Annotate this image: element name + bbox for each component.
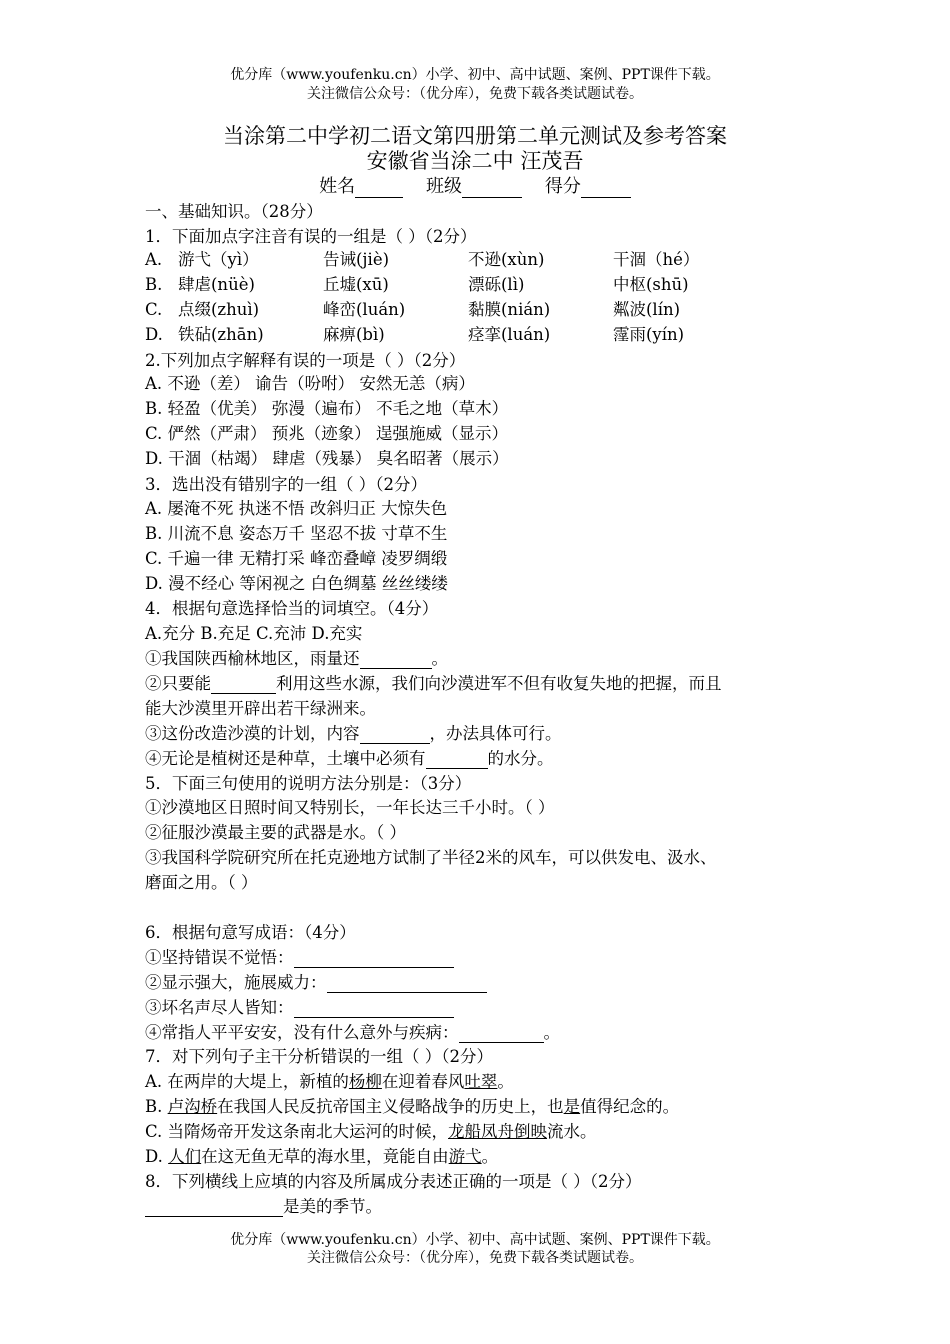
name-blank[interactable] [355, 181, 403, 198]
name-label: 姓名 [319, 176, 356, 197]
q2-option-b: B. 轻盈（优美） 弥漫（遍布） 不毛之地（草木） [145, 399, 509, 418]
header-line-1: 优分库（www.youfenku.cn）小学、初中、高中试题、案例、PPT课件下载。 [230, 67, 720, 83]
q4-stem: 4．根据句意选择恰当的词填空。（4分） [145, 599, 439, 618]
q4-sentence-2: ②只要能 利用这些水源，我们向沙漠进军不但有收复失地的把握，而且 [145, 674, 722, 693]
q2-option-a: A. 不逊（差） 谕告（吩咐） 安然无恙（病） [145, 374, 475, 393]
q1-option-c: C. 点缀(zhuì) 峰峦(luán) 黏膜(nián) 粼波(lín) [145, 300, 681, 319]
q6-item-1: ①坚持错误不觉悟： [145, 948, 454, 968]
footer-line-1: 优分库（www.youfenku.cn）小学、初中、高中试题、案例、PPT课件下载。 [230, 1232, 720, 1248]
student-info [0, 176, 950, 198]
q2-stem: 2.下列加点字解释有误的一项是（ ）（2分） [145, 351, 466, 370]
q7-option-c: C. 当隋炀帝开发这条南北大运河的时候，龙船凤舟倒映流水。 [145, 1122, 597, 1141]
q1-option-d: D. 铁砧(zhān) 麻痹(bì) 痉挛(luán) 霪雨(yín) [145, 325, 685, 344]
q8-blank-1[interactable] [145, 1200, 283, 1217]
q5-stem: 5．下面三句使用的说明方法分别是：（3分） [145, 774, 472, 793]
q4-blank-1[interactable] [360, 652, 432, 669]
section-1-heading: 一、基础知识。（28分） [145, 202, 323, 221]
q6-blank-4[interactable] [459, 1026, 544, 1043]
q2-option-c: C. 俨然（严肃） 预兆（迹象） 逞强施威（显示） [145, 424, 509, 443]
q6-blank-1[interactable] [294, 951, 454, 968]
page-title: 当涂第二中学初二语文第四册第二单元测试及参考答案 [223, 124, 727, 148]
q1-option-b: B. 肆虐(nüè) 丘墟(xū) 漂砾(lì) 中枢(shū) [145, 275, 689, 294]
q4-sentence-1: ①我国陕西榆林地区，雨量还 。 [145, 649, 448, 668]
q6-item-3: ③坏名声尽人皆知： [145, 998, 454, 1018]
q3-option-a: A. 屡淹不死 执迷不悟 改斜归正 大惊失色 [145, 499, 448, 518]
score-blank[interactable] [581, 181, 631, 198]
class-label: 班级 [426, 176, 462, 197]
q5-sentence-3-cont: 磨面之用。（ ） [145, 873, 258, 892]
q4-sentence-2-cont: 能大沙漠里开辟出若干绿洲来。 [145, 699, 376, 718]
q4-blank-4[interactable] [426, 752, 488, 769]
q8-stem: 8．下列横线上应填的内容及所属成分表述正确的一项是（ ）（2分） [145, 1172, 642, 1191]
q6-item-2: ②显示强大，施展威力： [145, 973, 487, 993]
header-line-2: 关注微信公众号：（优分库），免费下载各类试题试卷。 [307, 86, 643, 102]
q6-blank-2[interactable] [327, 976, 487, 993]
q3-stem: 3．选出没有错别字的一组（ ）（2分） [145, 475, 427, 494]
q6-stem: 6．根据句意写成语：（4分） [145, 923, 356, 942]
q3-option-d: D. 漫不经心 等闲视之 白色绸墓 丝丝缕缕 [145, 574, 448, 593]
q2-option-d: D. 干涸（枯竭） 肆虐（残暴） 臭名昭著（展示） [145, 449, 509, 468]
q1-option-a: A. 游弋（yì） 告诫(jiè) 不逊(xùn) 干涸（hé） [145, 250, 700, 269]
q7-option-b: B. 卢沟桥在我国人民反抗帝国主义侵略战争的历史上，也是值得纪念的。 [145, 1097, 680, 1116]
q7-stem: 7．对下列句子主干分析错误的一组（ ）（2分） [145, 1047, 493, 1066]
page-subtitle: 安徽省当涂二中 汪茂吾 [366, 149, 584, 173]
q5-sentence-1: ①沙漠地区日照时间又特别长，一年长达三千小时。（ ） [145, 798, 555, 817]
score-label: 得分 [544, 176, 581, 197]
class-blank[interactable] [462, 181, 522, 198]
q5-sentence-2: ②征服沙漠最主要的武器是水。（ ） [145, 823, 406, 842]
q7-option-a: A. 在两岸的大堤上，新植的杨柳在迎着春风吐翠。 [145, 1072, 514, 1091]
footer-line-2: 关注微信公众号：（优分库），免费下载各类试题试卷。 [307, 1250, 643, 1266]
q7-option-d: D. 人们在这无鱼无草的海水里，竟能自由游弋。 [145, 1147, 499, 1166]
q1-stem: 1．下面加点字注音有误的一组是（ ）（2分） [145, 227, 477, 246]
q5-sentence-3: ③我国科学院研究所在托克逊地方试制了半径2米的风车，可以供发电、汲水、 [145, 848, 717, 867]
q3-option-c: C. 千遍一律 无精打采 峰峦叠嶂 凌罗绸缎 [145, 549, 448, 568]
q4-sentence-4: ④无论是植树还是种草，土壤中必须有 的水分。 [145, 749, 554, 768]
q6-blank-3[interactable] [294, 1001, 454, 1018]
q3-option-b: B. 川流不息 姿态万千 坚忍不拔 寸草不生 [145, 524, 448, 543]
q8-sentence-1: 是美的季节。 [145, 1197, 382, 1217]
q4-blank-2[interactable] [211, 677, 276, 694]
q4-sentence-3: ③这份改造沙漠的计划，内容 ，办法具体可行。 [145, 724, 562, 743]
q4-choices: A.充分 B.充足 C.充沛 D.充实 [145, 624, 363, 643]
q6-item-4: ④常指人平平安安，没有什么意外与疾病： 。 [145, 1023, 560, 1042]
q4-blank-3[interactable] [360, 727, 430, 744]
